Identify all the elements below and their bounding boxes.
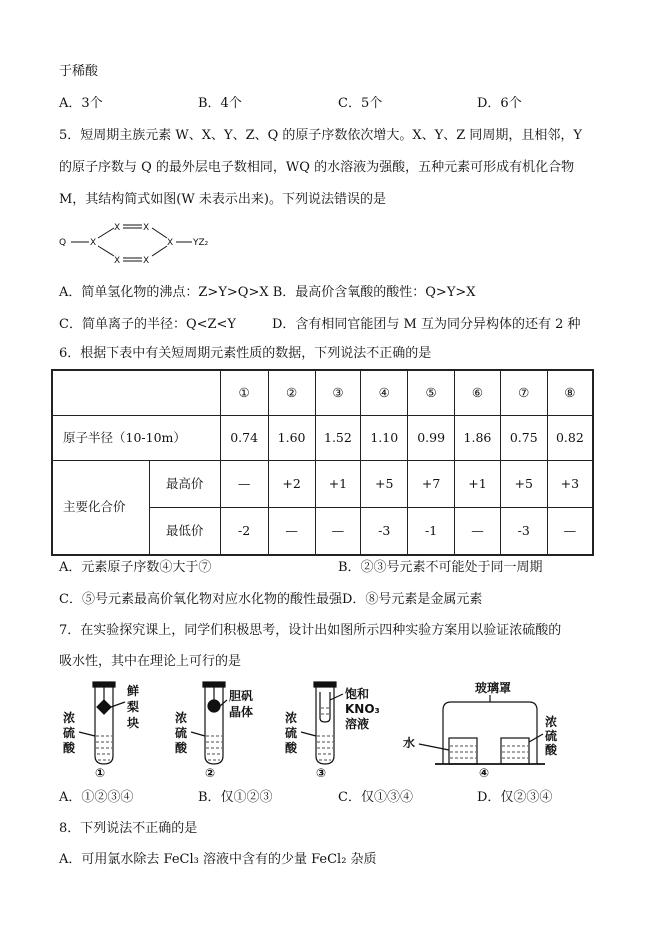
table-row-radius (52, 416, 593, 461)
q5-text-line-1: 5．短周期主族元素 W、X、Y、Z、Q 的原子序数依次增大。X、Y、Z 同周期，且相邻，Y (59, 128, 583, 143)
q6-option-b: B．②③号元素不可能处于同一周期 (338, 560, 543, 575)
fig4-number: ④ (479, 766, 490, 780)
fig3-acid-label-2: 硫 (285, 726, 298, 740)
q7-option-c: C．仅①③④ (338, 790, 413, 805)
table-header-cell: ⑧ (547, 370, 593, 416)
table-cell: 1.10 (361, 416, 408, 461)
min-valence-label: 最低价 (149, 508, 220, 556)
fig3-tube (316, 687, 334, 764)
q7-option-d: D．仅②③④ (477, 790, 553, 805)
table-cell: 1.52 (315, 416, 361, 461)
table-cell: -1 (408, 508, 455, 556)
table-header-cell: ③ (315, 370, 361, 416)
fig1-item-label-2: 梨 (127, 700, 140, 714)
q4-option-d: D．6个 (477, 96, 522, 111)
fig3-inner-tube (320, 692, 330, 722)
fig3-acid-label-3: 酸 (285, 741, 298, 755)
fig4-bell-label: 玻璃罩 (475, 681, 512, 695)
table-cell: -3 (500, 508, 547, 556)
fig3-item-label-3: 溶液 (345, 717, 370, 731)
table-cell: 1.86 (455, 416, 501, 461)
q8-text: 8．下列说法不正确的是 (59, 821, 198, 836)
q7-option-a: A．①②③④ (59, 790, 134, 805)
q5-text-line-3: M，其结构简式如图(W 未表示出来)。下列说法错误的是 (59, 192, 386, 207)
q5-options-ab: A．简单氢化物的沸点：Z>Y>Q>X B．最高价含氧酸的酸性：Q>Y>X (59, 285, 476, 300)
table-cell: 0.75 (500, 416, 547, 461)
q6-option-a: A．元素原子序数④大于⑦ (59, 560, 212, 575)
fig1-item-label-1: 鲜 (127, 684, 140, 698)
group-yz2: YZ₂ (193, 238, 209, 248)
fig3-pointer (330, 694, 343, 700)
fig1-acid-pointer (79, 732, 95, 736)
table-header-row (52, 370, 593, 416)
fig1-item-label-3: 块 (127, 716, 140, 730)
q8-option-a: A．可用氯水除去 FeCl₃ 溶液中含有的少量 FeCl₂ 杂质 (59, 852, 377, 867)
table-cell: +2 (268, 461, 315, 508)
table-cell: — (547, 508, 593, 556)
q7-text-line-1: 7．在实验探究课上，同学们积极思考，设计出如图所示四种实验方案用以验证浓硫酸的 (59, 623, 562, 638)
table-header-cell: ② (268, 370, 315, 416)
fig2-stopper (203, 682, 225, 687)
table-cell: 0.82 (547, 416, 593, 461)
table-cell: +1 (315, 461, 361, 508)
atom-x-top-right: X (143, 223, 150, 233)
fig2-acid-label-3: 酸 (175, 741, 188, 755)
table-header-cell: ⑥ (455, 370, 501, 416)
table-cell: -2 (220, 508, 268, 556)
fig1-stopper (93, 682, 115, 687)
fig3-stopper (314, 682, 336, 687)
fig4-acid-label-3: 酸 (545, 743, 558, 757)
table-cell: +1 (455, 461, 501, 508)
q6-text: 6．根据下表中有关短周期元素性质的数据，下列说法不正确的是 (59, 346, 432, 361)
fig3-acid-label-1: 浓 (285, 711, 298, 725)
valence-label: 主要化合价 (52, 461, 149, 556)
q6-options-cd: C．⑤号元素最高价氧化物对应水化物的酸性最强D．⑧号元素是金属元素 (59, 592, 483, 607)
q7-option-b: B．仅①②③ (198, 790, 273, 805)
table-cell: — (268, 508, 315, 556)
q4-option-a: A．3个 (59, 96, 103, 111)
fig1-acid-label-2: 硫 (63, 726, 76, 740)
fig4-acid-label-1: 浓 (545, 715, 558, 729)
fig4-acid-beaker (501, 738, 529, 764)
table-header-cell: ⑦ (500, 370, 547, 416)
fig4-water-label: 水 (403, 736, 416, 750)
atom-x-bottom-left: X (114, 256, 121, 266)
fig1-acid-label-3: 酸 (63, 741, 76, 755)
table-cell: — (315, 508, 361, 556)
fig3-number: ③ (316, 766, 327, 780)
structure-diagram (59, 220, 239, 268)
table-cell: — (220, 461, 268, 508)
fig2-item-label-1: 胆矾 (229, 689, 254, 703)
max-valence-label: 最高价 (149, 461, 220, 508)
atom-x-bottom-right: X (143, 256, 150, 266)
atom-x-right: X (167, 238, 174, 248)
table-row-max-valence (52, 461, 593, 508)
fig4-acid-pointer (529, 734, 543, 742)
fig2-acid-label-2: 硫 (175, 726, 188, 740)
question-4-continuation: 于稀酸 (59, 64, 99, 79)
atom-q: Q (59, 238, 67, 248)
q4-option-c: C．5个 (338, 96, 383, 111)
fig4-acid-label-2: 硫 (545, 729, 558, 743)
fig1-acid-label-1: 浓 (63, 711, 76, 725)
experiment-figure (59, 678, 579, 782)
q5-option-c: C．简单离子的半径：Q<Z<Y (59, 317, 237, 332)
q7-text-line-2: 吸水性，其中在理论上可行的是 (59, 654, 242, 669)
table-cell: +5 (500, 461, 547, 508)
fig2-acid-pointer (191, 732, 205, 736)
table-cell: +7 (408, 461, 455, 508)
table-cell: +5 (361, 461, 408, 508)
q5-option-d: D．含有相同官能团与 M 互为同分异构体的还有 2 种 (272, 317, 581, 332)
fig4-water-pointer (419, 744, 449, 750)
fig3-acid-pointer (301, 732, 316, 736)
atom-x-left: X (90, 238, 97, 248)
fig4-bell-jar (443, 702, 537, 764)
fig1-pear-block (97, 700, 111, 714)
fig3-item-label-2: KNO₃ (345, 702, 380, 716)
table-cell: +3 (547, 461, 593, 508)
radius-label: 原子半径（10-10m） (52, 416, 220, 461)
table-header-cell: ④ (361, 370, 408, 416)
fig4-water-beaker (449, 738, 477, 764)
element-property-table (51, 369, 594, 556)
table-cell: — (455, 508, 501, 556)
q5-text-line-2: 的原子序数与 Q 的最外层电子数相同，WQ 的水溶液为强酸，五种元素可形成有机化合物 (59, 160, 575, 175)
atom-x-top-left: X (114, 223, 121, 233)
table-corner-cell (52, 370, 220, 416)
fig2-item-label-2: 晶体 (229, 705, 254, 719)
table-header-cell: ① (220, 370, 268, 416)
q4-option-b: B．4个 (198, 96, 242, 111)
table-cell: 0.99 (408, 416, 455, 461)
fig1-number: ① (95, 766, 106, 780)
fig2-number: ② (205, 766, 216, 780)
table-cell: 0.74 (220, 416, 268, 461)
table-cell: -3 (361, 508, 408, 556)
fig2-crystal (208, 700, 220, 712)
fig3-item-label-1: 饱和 (345, 687, 370, 701)
table-cell: 1.60 (268, 416, 315, 461)
table-header-cell: ⑤ (408, 370, 455, 416)
fig2-acid-label-1: 浓 (175, 711, 188, 725)
